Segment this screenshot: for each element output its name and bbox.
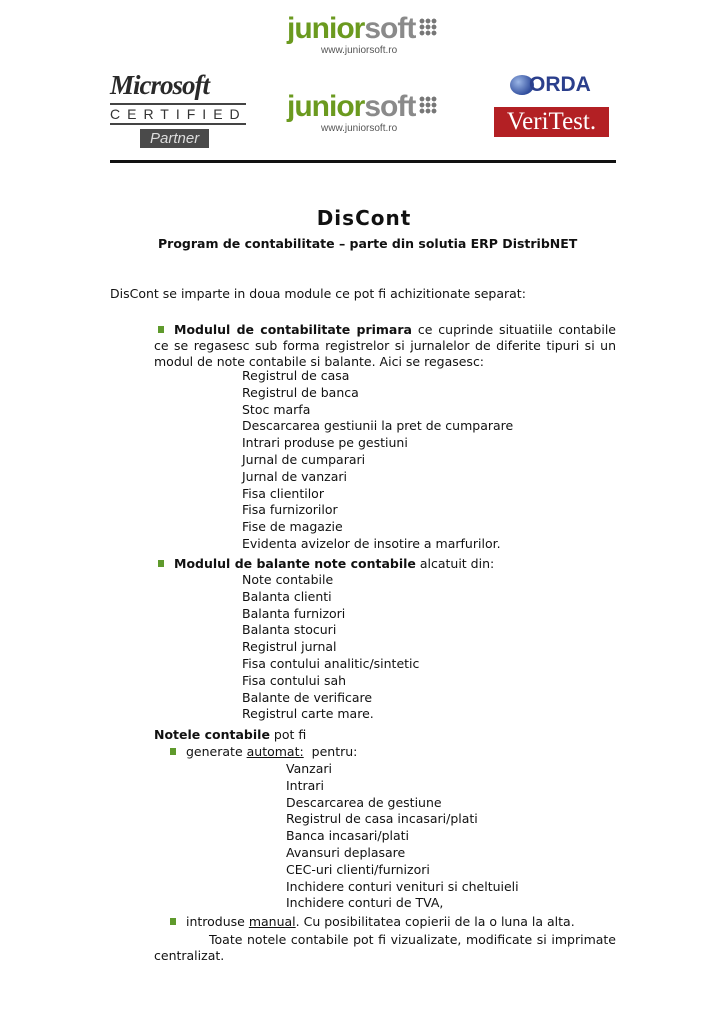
list-item: Inchidere conturi de TVA,	[286, 895, 444, 911]
list-item: Note contabile	[242, 572, 334, 587]
list-item: Balanta clienti	[242, 588, 332, 604]
list-item: Registrul de casa incasari/plati	[286, 811, 478, 827]
document-title: DisCont	[316, 206, 412, 230]
bullet-icon	[158, 326, 164, 333]
header-divider	[110, 160, 616, 163]
list-item: Evidenta avizelor de insotire a marfurilor.	[242, 535, 501, 551]
list-item: Fisa contului sah	[242, 672, 347, 688]
juniorsoft-url: www.juniorsoft.ro	[321, 45, 398, 56]
microsoft-certified-partner-logo: Microsoft CERTIFIED Partner	[110, 70, 247, 147]
notes-auto-list	[286, 761, 519, 912]
list-item: Registrul de casa	[242, 368, 350, 383]
list-item: Intrari produse pe gestiuni	[242, 435, 408, 451]
dots-icon	[419, 18, 437, 36]
list-item: Balante de verificare	[242, 689, 373, 705]
juniorsoft-logo-middle: juniorsoft www.juniorsoft.ro	[287, 92, 437, 134]
bullet-icon	[158, 560, 164, 567]
notes-final: Toate notele contabile pot fi vizualizate, modificate si imprimate centralizat.	[154, 932, 616, 963]
list-item: Fisa clientilor	[242, 485, 324, 501]
intro-text: DisCont se imparte in doua module ce pot fi achizitionate separat:	[110, 286, 526, 301]
list-item: Descarcarea gestiunii la pret de cumparare	[242, 418, 514, 434]
list-item: Jurnal de vanzari	[242, 468, 347, 484]
document-subtitle: Program de contabilitate – parte din solutia ERP DistribNET	[158, 236, 578, 251]
dots-icon	[419, 96, 437, 114]
list-item: Avansuri deplasare	[286, 844, 406, 860]
bullet-icon	[170, 918, 176, 925]
juniorsoft-logo-top: juniorsoft www.juniorsoft.ro	[287, 14, 437, 56]
module2-list	[242, 572, 419, 723]
list-item: Banca incasari/plati	[286, 828, 410, 844]
list-item: Jurnal de cumparari	[242, 451, 366, 467]
list-item: Registrul de banca	[242, 384, 359, 400]
list-item: Fisa furnizorilor	[242, 502, 338, 518]
module1-paragraph: Modulul de contabilitate primara ce cuprinde situatiile contabile ce se regasesc sub forma registrelor si jurnalelor de diferite tipuri si un modul de note contabile si balante. Aici se regasesc:	[154, 322, 616, 369]
veritest-logo: VeriTest.	[494, 107, 609, 137]
list-item: Balanta stocuri	[242, 622, 337, 638]
module1-list	[242, 368, 513, 553]
list-item: CEC-uri clienti/furnizori	[286, 861, 430, 877]
juniorsoft-url: www.juniorsoft.ro	[321, 123, 398, 134]
list-item: Registrul carte mare.	[242, 706, 374, 722]
list-item: Vanzari	[286, 761, 332, 776]
list-item: Fisa contului analitic/sintetic	[242, 655, 420, 671]
orda-logo: ORDA	[510, 73, 591, 97]
list-item: Descarcarea de gestiune	[286, 794, 442, 810]
notes-manual-line: introduse manual. Cu posibilitatea copierii de la o luna la alta.	[170, 914, 575, 930]
list-item: Inchidere conturi venituri si cheltuieli	[286, 878, 519, 894]
module2-heading: Modulul de balante note contabile alcatuit din:	[158, 556, 494, 572]
notes-auto-line: generate automat: pentru:	[170, 744, 357, 760]
list-item: Intrari	[286, 777, 324, 793]
list-item: Fise de magazie	[242, 519, 343, 535]
list-item: Registrul jurnal	[242, 639, 337, 655]
list-item: Stoc marfa	[242, 401, 311, 417]
notes-heading: Notele contabile pot fi	[154, 727, 307, 742]
list-item: Balanta furnizori	[242, 605, 346, 621]
bullet-icon	[170, 748, 176, 755]
